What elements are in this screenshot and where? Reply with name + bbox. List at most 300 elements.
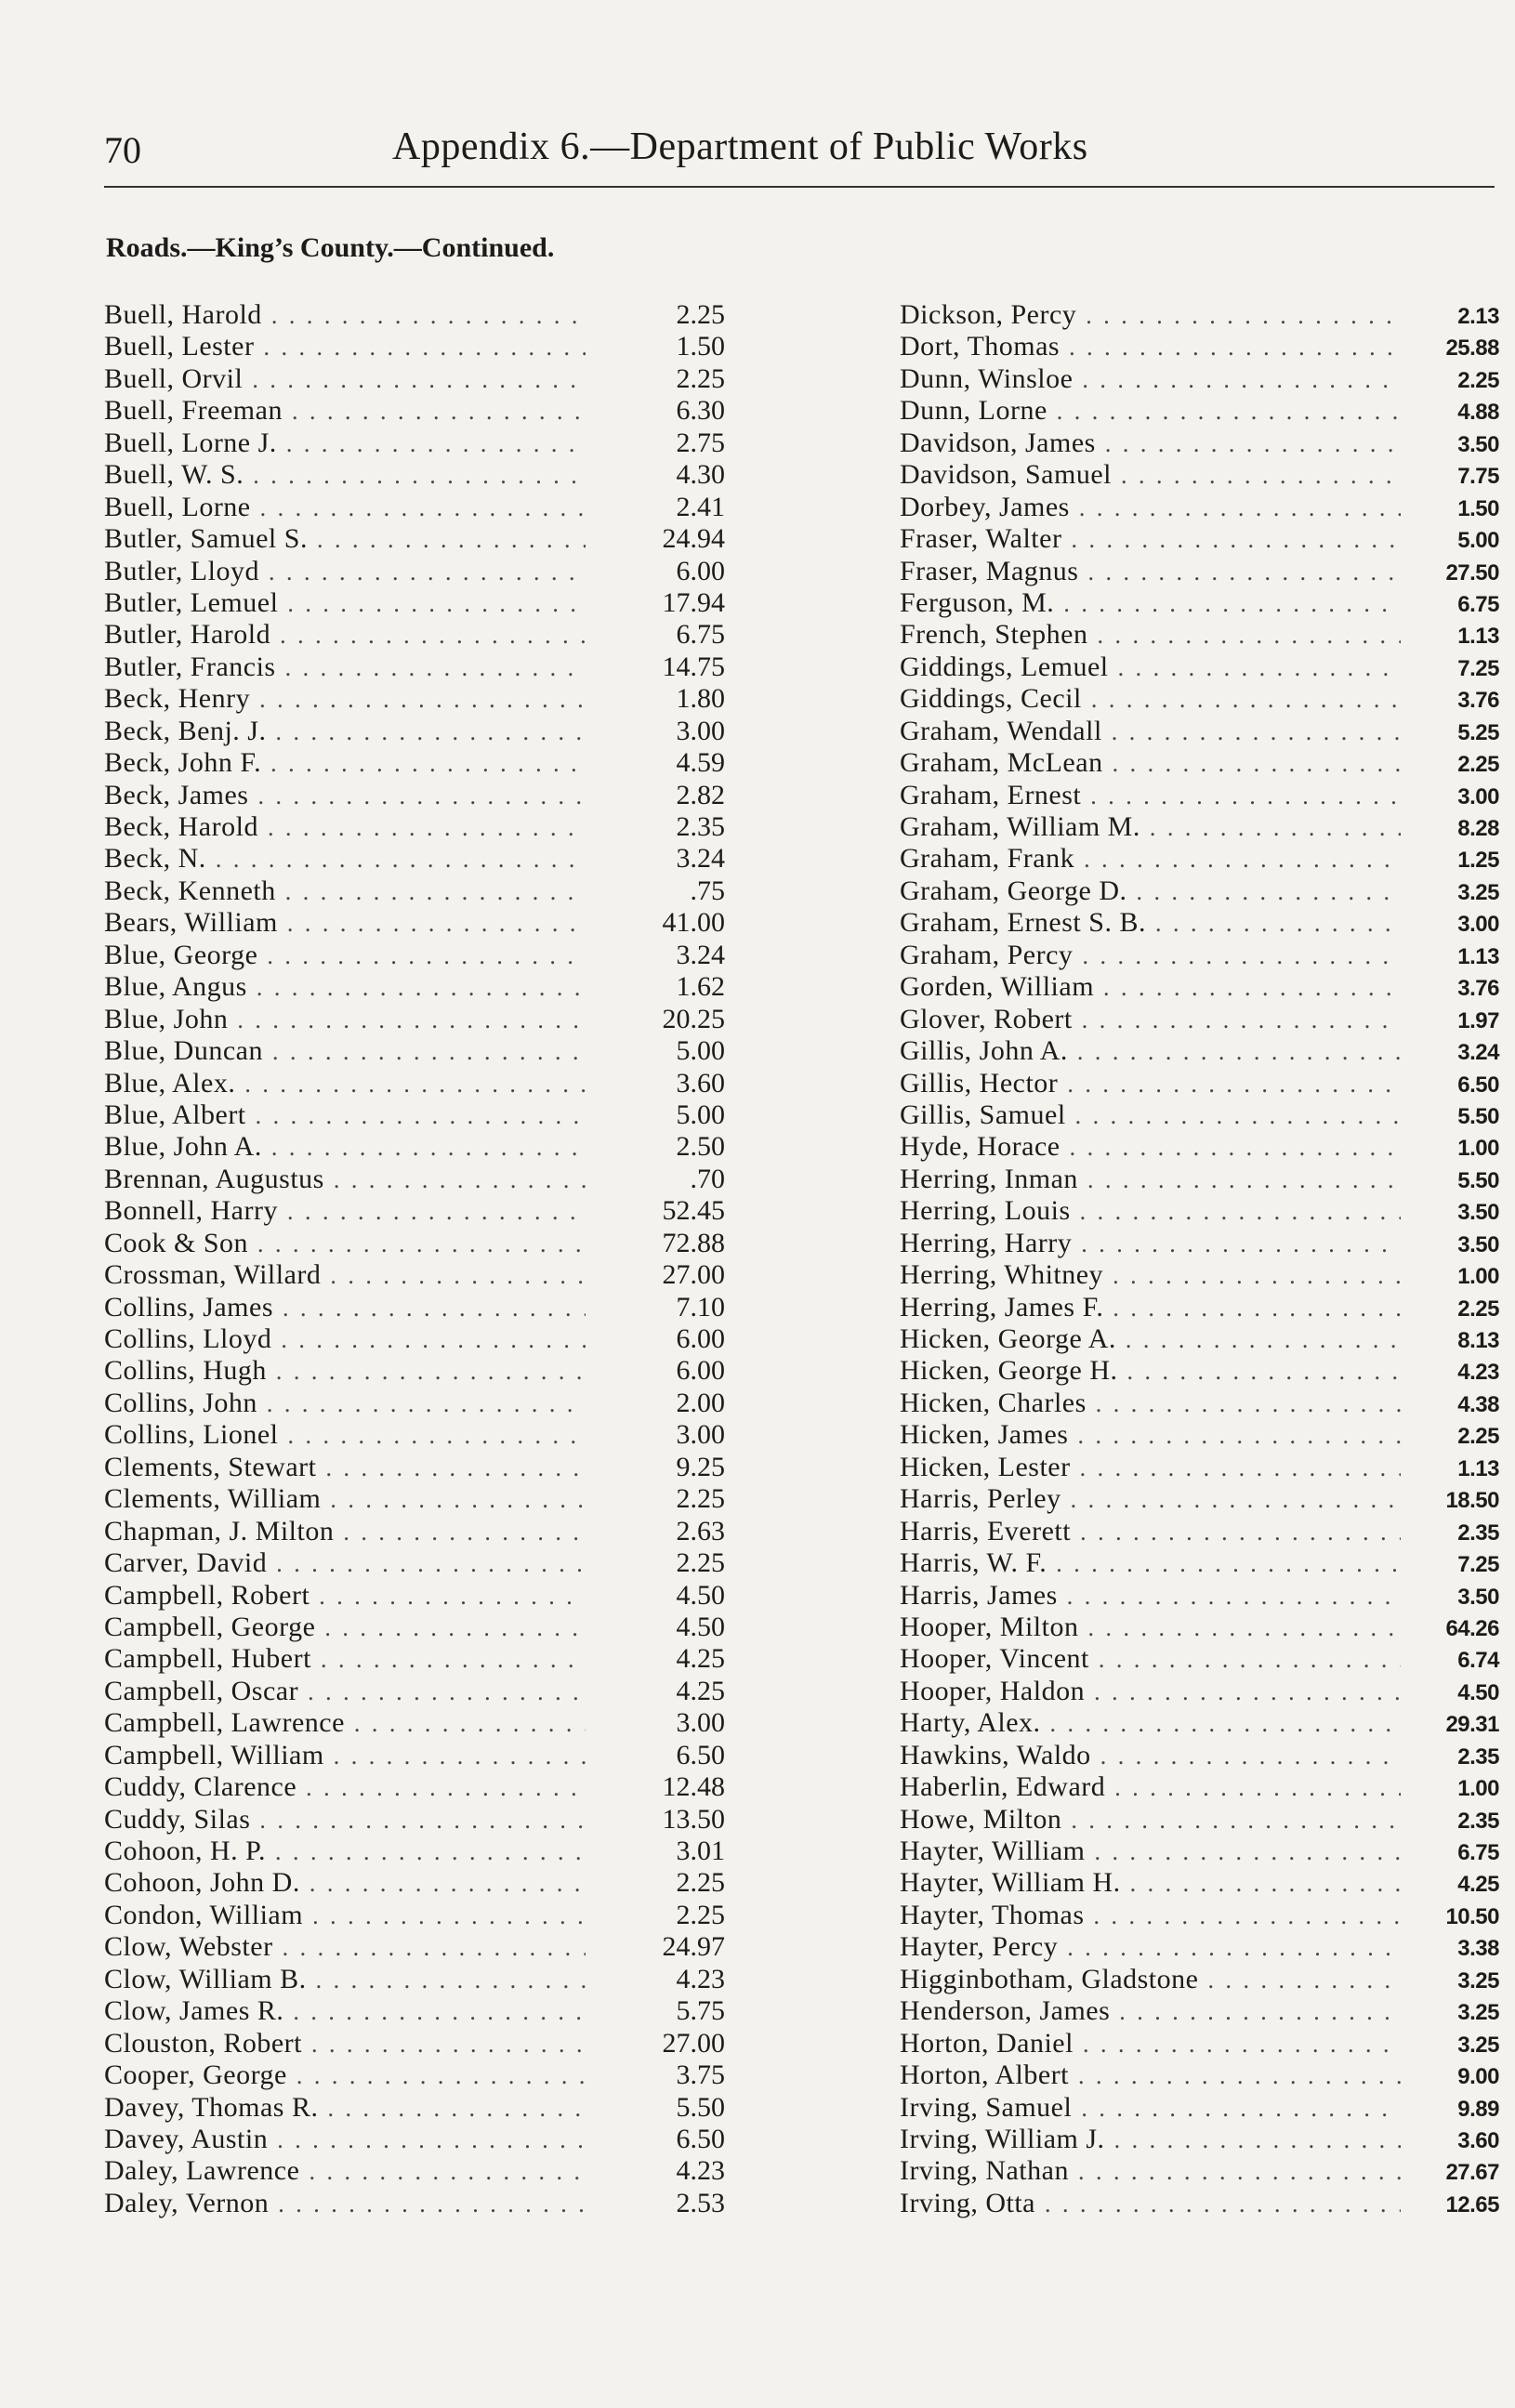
right-column: [900, 299, 1499, 2219]
dot-leader: [1082, 364, 1401, 396]
list-item: [900, 651, 1499, 683]
dot-leader: [327, 2093, 586, 2125]
list-item: [900, 2124, 1499, 2155]
dot-leader: [276, 1548, 586, 1580]
entry-name: Gillis, John A.: [900, 1035, 1068, 1067]
list-item: [900, 1707, 1499, 1739]
entry-name: Cohoon, H. P.: [104, 1836, 267, 1866]
list-item: [104, 1516, 725, 1547]
entry-name: Harris, James: [900, 1579, 1058, 1611]
list-item: [104, 1867, 725, 1899]
entry-name: Cohoon, John D.: [104, 1867, 300, 1899]
entry-amount: 64.26: [1445, 1615, 1499, 1641]
list-item: [104, 619, 725, 651]
entry-name: Graham, Wendall: [900, 715, 1102, 746]
dot-leader: [1100, 1741, 1401, 1772]
list-item: [900, 1323, 1499, 1355]
list-item: [900, 1900, 1499, 1931]
entry-name: Harris, Everett: [900, 1515, 1072, 1546]
entry-amount: 4.25: [1457, 1872, 1499, 1898]
entry-name: Collins, Lionel: [104, 1419, 279, 1451]
dot-leader: [1067, 1069, 1401, 1100]
entry-name: Henderson, James: [900, 1995, 1111, 2027]
entry-amount: 2.25: [676, 1483, 725, 1515]
entry-amount: 8.28: [1457, 816, 1499, 841]
entry-name: Haberlin, Edward: [900, 1771, 1106, 1803]
list-item: [104, 587, 725, 619]
list-item: [104, 1900, 725, 1931]
dot-leader: [1083, 2029, 1401, 2060]
dot-leader: [285, 876, 586, 908]
list-item: [900, 1164, 1499, 1195]
entry-name: Dorbey, James: [900, 491, 1070, 522]
entry-amount: 9.89: [1457, 2096, 1499, 2122]
entry-amount: 3.00: [676, 715, 725, 746]
dot-leader: [324, 1612, 586, 1644]
dot-leader: [325, 1453, 586, 1484]
list-item: [900, 780, 1499, 811]
list-item: [104, 651, 725, 683]
entry-amount: 5.50: [1457, 1103, 1499, 1129]
list-item: [900, 1195, 1499, 1227]
left-column: [104, 299, 725, 2219]
entry-name: Beck, Henry: [104, 683, 251, 715]
dot-leader: [1071, 524, 1401, 556]
list-item: [900, 2059, 1499, 2091]
dot-leader: [1069, 332, 1401, 363]
dot-leader: [1126, 1324, 1401, 1356]
entry-name: Harris, Perley: [900, 1483, 1061, 1515]
dot-leader: [281, 1324, 586, 1356]
list-item: [104, 1131, 725, 1163]
entry-amount: 3.00: [676, 1419, 725, 1451]
list-item: [900, 1547, 1499, 1579]
entry-name: Irving, Samuel: [900, 2091, 1073, 2123]
entry-amount: 5.25: [1457, 719, 1499, 745]
entry-amount: 12.65: [1445, 2191, 1499, 2217]
dot-leader: [1090, 781, 1401, 812]
entry-name: Dunn, Winsloe: [900, 362, 1074, 394]
entry-amount: 3.76: [1457, 976, 1499, 1002]
entry-name: Cook & Son: [104, 1227, 249, 1258]
dot-leader: [1155, 908, 1401, 940]
entry-amount: 2.13: [1457, 304, 1499, 329]
entry-name: Hooper, Haldon: [900, 1675, 1086, 1706]
entry-name: Graham, William M.: [900, 811, 1140, 842]
entry-amount: 1.13: [1457, 1455, 1499, 1481]
entry-amount: 4.25: [676, 1643, 725, 1675]
entry-amount: 2.25: [1457, 752, 1499, 778]
entry-amount: 2.75: [676, 427, 725, 458]
dot-leader: [1056, 1548, 1401, 1580]
list-item: [104, 1707, 725, 1739]
list-item: [104, 1035, 725, 1067]
dot-leader: [257, 1229, 586, 1260]
dot-leader: [317, 524, 586, 556]
dot-leader: [1075, 1100, 1401, 1132]
list-item: [104, 2188, 725, 2219]
dot-leader: [1114, 1772, 1401, 1804]
list-item: [900, 1580, 1499, 1612]
entry-amount: 20.25: [662, 1003, 725, 1034]
entry-name: Beck, N.: [104, 843, 206, 875]
list-item: [104, 780, 725, 811]
list-item: [104, 971, 725, 1003]
dot-leader: [1086, 300, 1401, 332]
entry-amount: 24.97: [662, 1931, 725, 1963]
entry-amount: 2.25: [676, 362, 725, 394]
list-item: [900, 428, 1499, 459]
list-item: [104, 940, 725, 971]
list-item: [900, 587, 1499, 619]
entry-name: Clements, Stewart: [104, 1451, 317, 1482]
entry-name: Campbell, Hubert: [104, 1643, 311, 1675]
dot-leader: [1070, 1132, 1401, 1164]
entry-amount: 13.50: [662, 1803, 725, 1835]
list-item: [900, 331, 1499, 362]
dot-leader: [1077, 1420, 1401, 1452]
list-item: [900, 1483, 1499, 1515]
page-number: 70: [104, 129, 141, 171]
entry-amount: 3.24: [676, 843, 725, 875]
entry-amount: 1.50: [676, 331, 725, 362]
list-item: [900, 1068, 1499, 1099]
entry-name: Herring, James F.: [900, 1291, 1104, 1322]
dot-leader: [1137, 876, 1401, 908]
list-item: [104, 1931, 725, 1963]
list-item: [900, 363, 1499, 395]
list-item: [104, 907, 725, 939]
entry-name: Davidson, James: [900, 427, 1096, 458]
list-item: [104, 556, 725, 587]
entry-name: Hayter, William: [900, 1836, 1086, 1866]
entry-amount: 24.94: [662, 523, 725, 555]
entry-amount: 2.25: [676, 299, 725, 330]
entry-name: Hayter, William H.: [900, 1867, 1121, 1899]
dot-leader: [237, 1005, 586, 1036]
entry-name: Hicken, George H.: [900, 1355, 1118, 1387]
list-item: [900, 1035, 1499, 1067]
entry-amount: 10.50: [1445, 1903, 1499, 1929]
dot-leader: [316, 1965, 586, 1996]
dot-leader: [1067, 1932, 1401, 1964]
entry-name: Blue, John: [104, 1003, 229, 1034]
dot-leader: [280, 620, 586, 651]
entry-amount: 6.50: [676, 1739, 725, 1770]
entry-amount: 1.62: [676, 971, 725, 1003]
entry-name: Graham, George D.: [900, 875, 1127, 906]
entry-name: Irving, William J.: [900, 2123, 1105, 2154]
dot-leader: [276, 1356, 586, 1388]
list-item: [104, 1995, 725, 2027]
list-item: [900, 1259, 1499, 1291]
dot-leader: [312, 1901, 586, 1932]
list-item: [900, 1419, 1499, 1451]
list-item: [900, 1740, 1499, 1771]
list-item: [900, 875, 1499, 907]
dot-leader: [287, 1196, 586, 1228]
list-item: [104, 1836, 725, 1867]
entry-amount: 2.35: [1457, 1808, 1499, 1834]
entry-amount: 1.80: [676, 683, 725, 715]
list-item: [104, 492, 725, 523]
list-item: [900, 971, 1499, 1003]
list-item: [104, 747, 725, 779]
dot-leader: [287, 588, 586, 620]
entry-amount: 3.25: [1457, 2000, 1499, 2026]
dot-leader: [288, 1420, 586, 1452]
entry-name: Hayter, Thomas: [900, 1899, 1085, 1930]
list-item: [104, 1740, 725, 1771]
entry-name: Graham, Ernest S. B.: [900, 907, 1146, 939]
dot-leader: [309, 2156, 586, 2188]
entry-name: Davey, Austin: [104, 2123, 269, 2154]
entry-name: Butler, Harold: [104, 619, 271, 651]
dot-leader: [334, 1741, 586, 1772]
entry-amount: 2.50: [676, 1131, 725, 1163]
entry-name: French, Stephen: [900, 619, 1088, 651]
dot-leader: [1084, 844, 1401, 875]
dot-leader: [287, 908, 586, 940]
entry-name: Beck, Benj. J.: [104, 715, 267, 746]
entry-amount: 2.53: [676, 2187, 725, 2218]
dot-leader: [257, 781, 586, 812]
entry-amount: 6.50: [676, 2123, 725, 2154]
list-item: [104, 395, 725, 427]
dot-leader: [330, 1484, 586, 1516]
list-item: [900, 907, 1499, 939]
list-item: [900, 1292, 1499, 1323]
list-item: [104, 1964, 725, 1995]
dot-leader: [275, 1836, 586, 1868]
page-title: Appendix 6.—Department of Public Works: [392, 125, 1088, 168]
entry-name: Buell, Freeman: [104, 395, 283, 427]
dot-leader: [277, 2125, 586, 2156]
entry-amount: 2.63: [676, 1515, 725, 1546]
dot-leader: [270, 748, 586, 780]
dot-leader: [257, 972, 586, 1004]
entry-amount: 4.50: [1457, 1679, 1499, 1705]
entry-amount: 72.88: [662, 1227, 725, 1258]
entry-name: Blue, John A.: [104, 1131, 262, 1163]
entry-name: Cuddy, Silas: [104, 1803, 251, 1835]
entry-name: Blue, Duncan: [104, 1035, 263, 1067]
list-item: [104, 1068, 725, 1099]
entry-amount: 1.13: [1457, 624, 1499, 650]
entry-name: Clements, William: [104, 1483, 322, 1515]
entry-name: Graham, Frank: [900, 843, 1075, 875]
dot-leader: [256, 1100, 586, 1132]
entry-name: Dunn, Lorne: [900, 395, 1047, 427]
dot-leader: [321, 1644, 586, 1676]
list-item: [900, 1836, 1499, 1867]
entry-name: Bears, William: [104, 907, 278, 939]
list-item: [104, 1483, 725, 1515]
entry-name: Ferguson, M.: [900, 586, 1055, 618]
section-title: Roads.—King’s County.—Continued.: [106, 232, 555, 263]
entry-amount: 6.74: [1457, 1648, 1499, 1674]
list-item: [104, 428, 725, 459]
dot-leader: [1087, 1165, 1401, 1196]
entry-name: Brennan, Augustus: [104, 1163, 324, 1194]
list-item: [900, 395, 1499, 427]
entry-name: Daley, Vernon: [104, 2187, 270, 2218]
entry-amount: 4.38: [1457, 1391, 1499, 1417]
list-item: [900, 459, 1499, 491]
entry-amount: 3.01: [676, 1836, 725, 1866]
entry-amount: 8.13: [1457, 1328, 1499, 1353]
entry-name: Herring, Harry: [900, 1227, 1073, 1258]
list-item: [900, 1228, 1499, 1259]
entry-name: Clow, Webster: [104, 1931, 273, 1963]
list-item: [900, 492, 1499, 523]
dot-leader: [283, 1932, 586, 1964]
dot-leader: [268, 812, 586, 844]
entry-amount: 27.00: [662, 1259, 725, 1291]
entry-amount: 1.13: [1457, 943, 1499, 969]
dot-leader: [293, 1996, 586, 2028]
entry-amount: 2.35: [1457, 1520, 1499, 1546]
entry-amount: 14.75: [662, 651, 725, 682]
dot-leader: [1077, 1036, 1401, 1068]
entry-amount: 27.00: [662, 2027, 725, 2059]
list-item: [900, 747, 1499, 779]
list-item: [900, 811, 1499, 843]
entry-name: Horton, Daniel: [900, 2027, 1074, 2059]
entry-name: Irving, Otta: [900, 2187, 1035, 2218]
dot-leader: [1097, 620, 1401, 651]
entry-name: Buell, Lorne J.: [104, 427, 277, 458]
entry-name: Chapman, J. Milton: [104, 1515, 335, 1546]
dot-leader: [1071, 1805, 1401, 1836]
entry-name: Hayter, Percy: [900, 1931, 1059, 1963]
entry-amount: 5.00: [676, 1099, 725, 1130]
entry-amount: 4.23: [1457, 1360, 1499, 1386]
entry-amount: 6.00: [676, 1323, 725, 1354]
dot-leader: [1099, 1644, 1401, 1676]
entry-amount: 4.23: [676, 2155, 725, 2187]
entry-amount: 4.50: [676, 1611, 725, 1642]
list-item: [900, 1452, 1499, 1483]
list-item: [900, 1995, 1499, 2027]
list-item: [900, 2188, 1499, 2219]
entry-name: Hicken, Charles: [900, 1387, 1087, 1418]
entry-amount: 1.50: [1457, 495, 1499, 521]
entry-name: Buell, Lorne: [104, 491, 251, 522]
entry-amount: 1.00: [1457, 1264, 1499, 1290]
entry-name: Beck, James: [104, 779, 249, 810]
entry-amount: 5.75: [676, 1995, 725, 2027]
entry-name: Blue, Albert: [104, 1099, 246, 1130]
entry-amount: 7.25: [1457, 1552, 1499, 1578]
entry-name: Collins, Lloyd: [104, 1323, 272, 1354]
dot-leader: [267, 941, 586, 972]
entry-amount: 52.45: [662, 1195, 725, 1227]
dot-leader: [1121, 460, 1401, 492]
list-item: [104, 1099, 725, 1131]
list-item: [900, 2092, 1499, 2124]
entry-name: Buell, Lester: [104, 331, 255, 362]
entry-name: Graham, McLean: [900, 747, 1103, 779]
entry-amount: 2.25: [676, 1867, 725, 1899]
list-item: [104, 683, 725, 715]
entry-amount: 3.38: [1457, 1936, 1499, 1962]
entry-name: Herring, Louis: [900, 1195, 1071, 1227]
list-item: [900, 1931, 1499, 1963]
dot-leader: [1096, 1388, 1401, 1420]
dot-leader: [272, 1036, 586, 1068]
dot-leader: [1045, 2189, 1401, 2220]
list-item: [104, 459, 725, 491]
entry-amount: 25.88: [1445, 336, 1499, 362]
entry-amount: 3.50: [1457, 1231, 1499, 1257]
dot-leader: [1113, 1293, 1401, 1324]
entry-amount: 3.25: [1457, 1967, 1499, 1994]
list-item: [104, 875, 725, 907]
entry-amount: 1.00: [1457, 1776, 1499, 1802]
list-item: [104, 1452, 725, 1483]
entry-name: Harris, W. F.: [900, 1547, 1047, 1579]
entry-name: Gorden, William: [900, 971, 1095, 1003]
entry-amount: 3.50: [1457, 1584, 1499, 1610]
dot-leader: [252, 364, 586, 396]
list-item: [900, 1964, 1499, 1995]
entry-amount: 4.59: [676, 747, 725, 779]
list-item: [900, 619, 1499, 651]
dot-leader: [319, 1581, 586, 1612]
entry-amount: 1.00: [1457, 1136, 1499, 1162]
entry-name: Beck, Kenneth: [104, 875, 276, 906]
dot-leader: [271, 300, 586, 332]
list-item: [900, 2155, 1499, 2187]
entry-name: Harty, Alex.: [900, 1707, 1041, 1739]
entry-name: Dort, Thomas: [900, 331, 1060, 362]
entry-amount: 5.00: [1457, 528, 1499, 554]
dot-leader: [260, 493, 586, 524]
list-item: [104, 1388, 725, 1419]
entry-amount: 3.25: [1457, 879, 1499, 905]
list-item: [900, 1004, 1499, 1035]
list-item: [900, 1676, 1499, 1707]
entry-amount: 5.50: [676, 2091, 725, 2123]
entry-amount: 6.30: [676, 395, 725, 427]
list-item: [900, 716, 1499, 747]
dot-leader: [1094, 1677, 1401, 1708]
dot-leader: [1094, 1836, 1401, 1868]
entry-amount: 7.25: [1457, 655, 1499, 681]
dot-leader: [1082, 1005, 1401, 1036]
entry-amount: 3.00: [676, 1707, 725, 1739]
list-item: [900, 1804, 1499, 1836]
entry-amount: 3.50: [1457, 1200, 1499, 1226]
dot-leader: [343, 1517, 586, 1548]
list-item: [104, 1004, 725, 1035]
entry-amount: 18.50: [1445, 1488, 1499, 1514]
dot-leader: [1050, 1708, 1401, 1740]
entry-name: Clow, James R.: [104, 1995, 284, 2027]
entry-amount: 2.25: [676, 1899, 725, 1930]
entry-name: Herring, Whitney: [900, 1259, 1104, 1291]
entry-name: Cuddy, Clarence: [104, 1771, 297, 1803]
entry-name: Davey, Thomas R.: [104, 2091, 319, 2123]
entry-name: Buell, W. S.: [104, 459, 244, 491]
dot-leader: [330, 1260, 586, 1292]
entry-name: Butler, Lloyd: [104, 555, 259, 586]
entry-amount: 6.75: [1457, 591, 1499, 617]
entry-name: Fraser, Magnus: [900, 555, 1079, 586]
entry-amount: 3.24: [1457, 1040, 1499, 1066]
dot-leader: [1112, 717, 1401, 748]
